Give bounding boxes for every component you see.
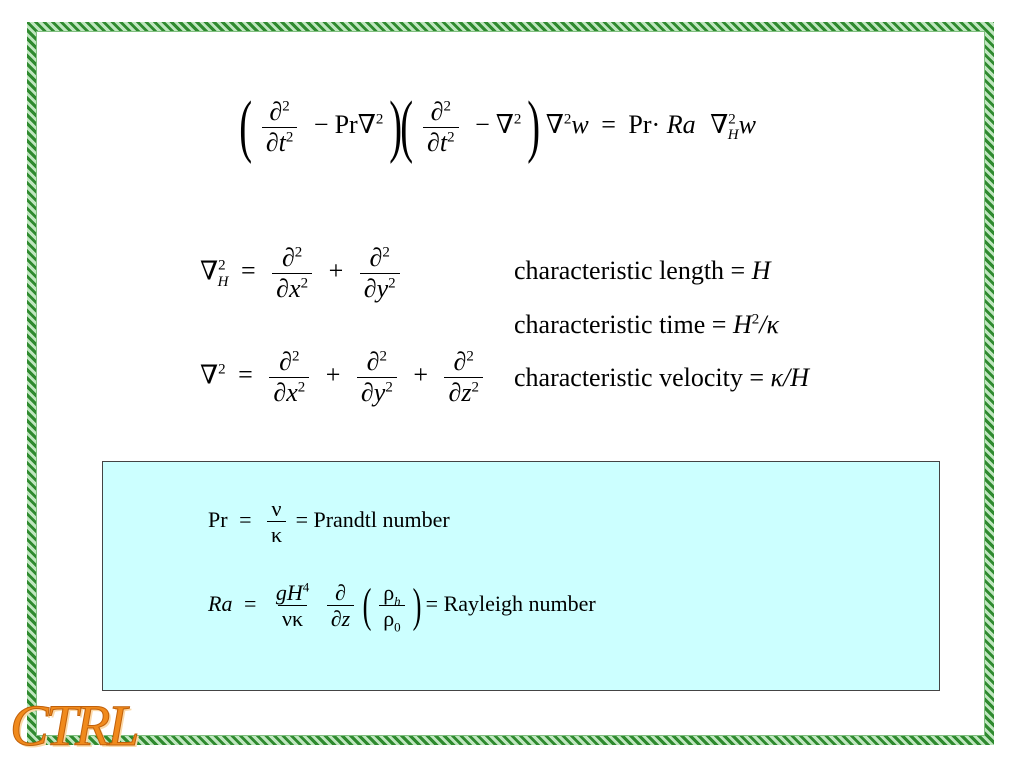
main-equation: ( $\frac{\partial^2}{\partial t^2}$ − Pr∇$^2$ )( $\frac{\partial^2}{\partial t^2}$ − ∇$^2$ ) ∇$^2$w = Pr· Ra ∇$^2_H$w bbox=[239, 88, 756, 165]
laplacian-equation: ∇$^2$ = $\frac{\partial^2}{\partial x^2}$ + $\frac{\partial^2}{\partial y^2}$ + $\frac{\partial^2}{\partial z^2}$ bbox=[200, 347, 487, 408]
rayleigh-definition: Ra = $\frac{gH^4}{\nu\kappa}$ $\frac{\partial}{\partial z}$ ( $\frac{\rho_h}{\rho_0}$ ) = Rayleigh number bbox=[208, 578, 596, 635]
characteristic-length: characteristic length = H bbox=[514, 256, 771, 285]
horizontal-laplacian-equation: ∇$^2_H$ = $\frac{\partial^2}{\partial x^2}$ + $\frac{\partial^2}{\partial y^2}$ bbox=[200, 243, 404, 304]
ctrl-logo: CTRL bbox=[10, 693, 137, 758]
definitions-box bbox=[102, 461, 940, 691]
characteristic-velocity: characteristic velocity = κ/H bbox=[514, 363, 809, 392]
prandtl-definition: Pr = $\frac{\nu}{\kappa}$ = Prandtl number bbox=[208, 496, 450, 548]
characteristic-time: characteristic time = $H^2/\kappa$ bbox=[514, 310, 779, 339]
